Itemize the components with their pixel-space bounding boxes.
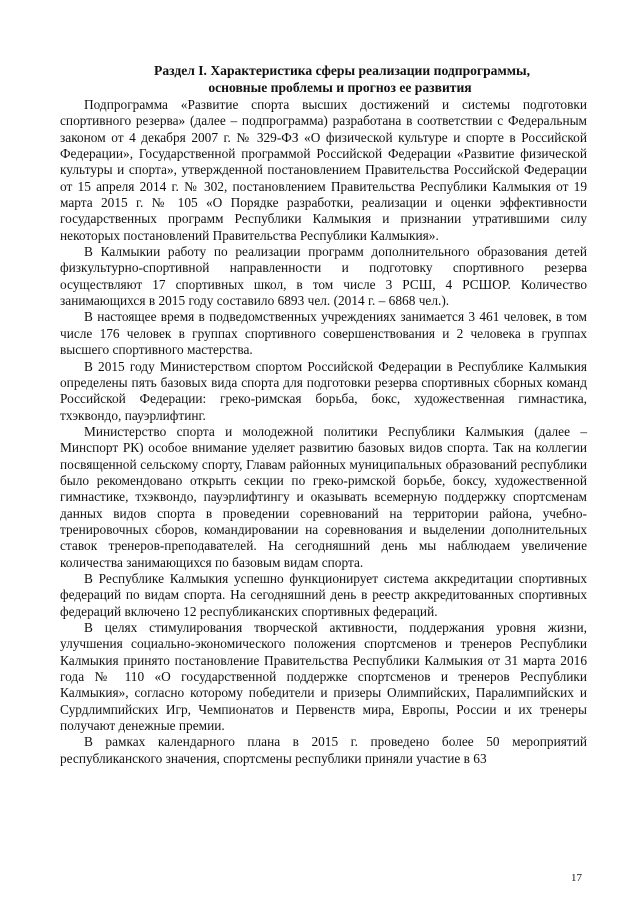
page-number: 17 (571, 872, 582, 884)
paragraph-subprogram: Подпрограмма «Развитие спорта высших достижений и системы подготовки спортивного резерва» (далее – подпрограмма) разработана в соответствии с Федеральным законом от 4 декабря 2007 г. № 329-ФЗ «О физической культуре и спорте в Российской Федерации», Государственной программой Российской Федерации «Развитие физической культуры и спорта», утвержденной постановлением Правительства Российской Федерации от 15 апреля 2014 г. № 302, постановлением Правительства Республики Калмыкия от 19 марта 2015 г. № 105 «О Порядке разработки, реализации и оценки эффективности государственных программ Республики Калмыкия и признании утратившими силу некоторых постановлений Правительства Республики Калмыкия». (60, 97, 587, 243)
body-text (60, 97, 587, 767)
paragraph-ministry-support: Министерство спорта и молодежной политики Республики Калмыкия (далее – Минспорт РК) особое внимание уделяет развитию базовых видов спорта. Так на коллегии посвященной сельскому спорту, Главам районных муниципальных образований республики было рекомендовано открыть секции по греко-римской борьбе, боксу, художественной гимнастике, тхэквондо, пауэрлифтингу и оказывать всемерную поддержку спортсменам данных видов спорта в проведении соревнований на территории района, учебно-тренировочных сборов, командировании на соревнования и выделении дополнительных ставок тренеров-преподавателей. На сегодняшний день мы наблюдаем увеличение количества занимающихся по базовым видам спорта. (60, 423, 587, 570)
paragraph-sport-schools: В Калмыкии работу по реализации программ дополнительного образования детей физкультурно-спортивной направленности и подготовку спортивного резерва осуществляют 17 спортивных школ, в том числе 3 РСШ, 4 РСШОР. Количество занимающихся в 2015 году составило 6893 чел. (2014 г. – 6868 чел.). (60, 244, 587, 309)
paragraph-state-support: В целях стимулирования творческой активности, поддержания уровня жизни, улучшения социально-экономического положения спортсменов и тренеров Республики Калмыкия принято постановление Правительства Республики Калмыкия от 31 марта 2016 года № 110 «О государственной поддержке спортсменов и тренеров Республики Калмыкия», согласно которому победители и призеры Олимпийских, Паралимпийских и Сурдлимпийских Игр, Чемпионатов и Первенств мира, Европы, России и их тренеры получают денежные премии. (60, 620, 587, 734)
paragraph-accreditation: В Республике Калмыкия успешно функционирует система аккредитации спортивных федераций по видам спорта. На сегодняшний день в реестр аккредитованных спортивных федераций включено 12 республиканских спортивных федераций. (60, 570, 587, 619)
paragraph-calendar-plan: В рамках календарного плана в 2015 г. проведено более 50 мероприятий республиканского значения, спортсмены республики приняли участие в 63 (60, 734, 587, 766)
section-title-line-1: Раздел I. Характеристика сферы реализации подпрограммы, (154, 63, 530, 78)
paragraph-current-athletes: В настоящее время в подведомственных учреждениях занимается 3 461 человек, в том числе 176 человек в группах спортивного совершенствования и 2 человека в группах высшего спортивного мастерства. (60, 309, 587, 358)
section-title-line-2: основные проблемы и прогноз ее развития (208, 80, 472, 95)
section-heading (60, 62, 580, 96)
paragraph-base-sports: В 2015 году Министерством спортом Российской Федерации в Республике Калмыкия определены пять базовых вида спорта для подготовки резерва спортивных сборных команд Российской Федерации: греко-римская борьба, бокс, художественная гимнастика, тхэквондо, пауэрлифтинг. (60, 358, 587, 423)
